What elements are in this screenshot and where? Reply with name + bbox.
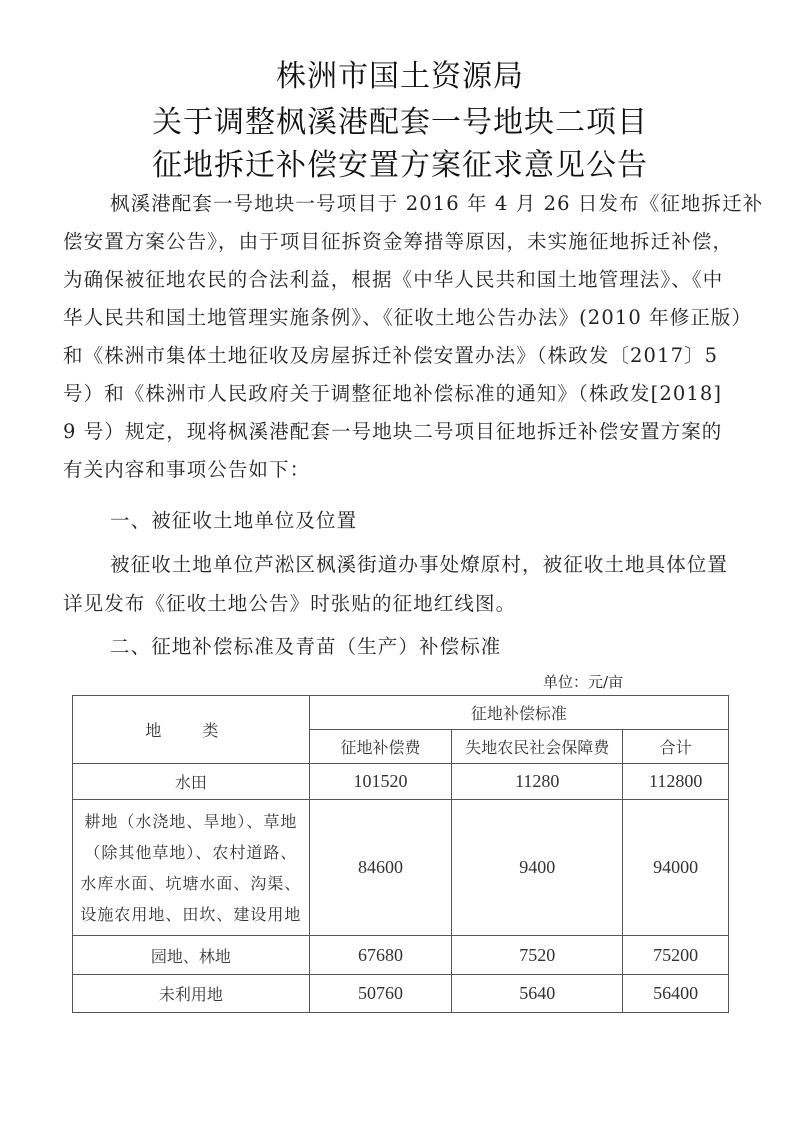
body-line: 为确保被征地农民的合法利益，根据《中华人民共和国土地管理法》、《中 (63, 268, 724, 291)
fee-cell: 101520 (309, 764, 451, 800)
unit-label: 单位：元/亩 (543, 673, 624, 691)
body-line: 有关内容和事项公告如下： (63, 458, 311, 481)
land-type-cell: 未利用地 (73, 975, 310, 1013)
fee-cell: 67680 (309, 936, 451, 975)
issuer-title: 株洲市国土资源局 (276, 59, 524, 94)
total-cell: 94000 (623, 800, 729, 936)
social-cell: 5640 (452, 975, 623, 1013)
header-social: 失地农民社会保障费 (452, 730, 623, 764)
social-cell: 7520 (452, 936, 623, 975)
header-fee: 征地补偿费 (309, 730, 451, 764)
body-line: 华人民共和国土地管理实施条例》、《征收土地公告办法》(2010 年修正版） (63, 306, 753, 329)
table-row (73, 800, 729, 936)
body-line: 枫溪港配套一号地块一号项目于 2016 年 4 月 26 日发布《征地拆迁补 (110, 192, 764, 215)
land-type-cell: 水田 (73, 764, 310, 800)
land-type-cell: 耕地（水浇地、旱地）、草地（除其他草地）、农村道路、水库水面、坑塘水面、沟渠、设施农用地、田坎、建设用地 (73, 800, 310, 936)
body-line: 9 号）规定，现将枫溪港配套一号地块二号项目征地拆迁补偿安置方案的 (63, 420, 723, 443)
total-cell: 75200 (623, 936, 729, 975)
land-type-cell: 园地、林地 (73, 936, 310, 975)
section-heading-1: 一、被征收土地单位及位置 (110, 509, 358, 532)
compensation-table (72, 695, 729, 1013)
notice-title-line-1: 关于调整枫溪港配套一号地块二项目 (152, 105, 648, 140)
total-cell: 112800 (623, 764, 729, 800)
table-row (73, 936, 729, 975)
body-line: 偿安置方案公告》，由于项目征拆资金筹措等原因，未实施征地拆迁补偿， (63, 230, 734, 253)
social-cell: 11280 (452, 764, 623, 800)
notice-title-line-2: 征地拆迁补偿安置方案征求意见公告 (152, 148, 648, 183)
social-cell: 9400 (452, 800, 623, 936)
body-line: 号）和《株洲市人民政府关于调整征地补偿标准的通知》（株政发[2018] (63, 382, 723, 405)
total-cell: 56400 (623, 975, 729, 1013)
fee-cell: 84600 (309, 800, 451, 936)
fee-cell: 50760 (309, 975, 451, 1013)
header-group: 征地补偿标准 (309, 696, 728, 730)
table-row (73, 975, 729, 1013)
header-land-type: 地 类 (73, 696, 310, 764)
section-1-line: 详见发布《征收土地公告》时张贴的征地红线图。 (63, 592, 517, 615)
header-total: 合计 (623, 730, 729, 764)
section-1-line: 被征收土地单位芦淞区枫溪街道办事处燎原村，被征收土地具体位置 (110, 553, 729, 576)
table-row (73, 764, 729, 800)
section-heading-2: 二、征地补偿标准及青苗（生产）补偿标准 (110, 635, 502, 658)
body-line: 和《株洲市集体土地征收及房屋拆迁补偿安置办法》（株政发〔2017〕5 (63, 344, 719, 367)
